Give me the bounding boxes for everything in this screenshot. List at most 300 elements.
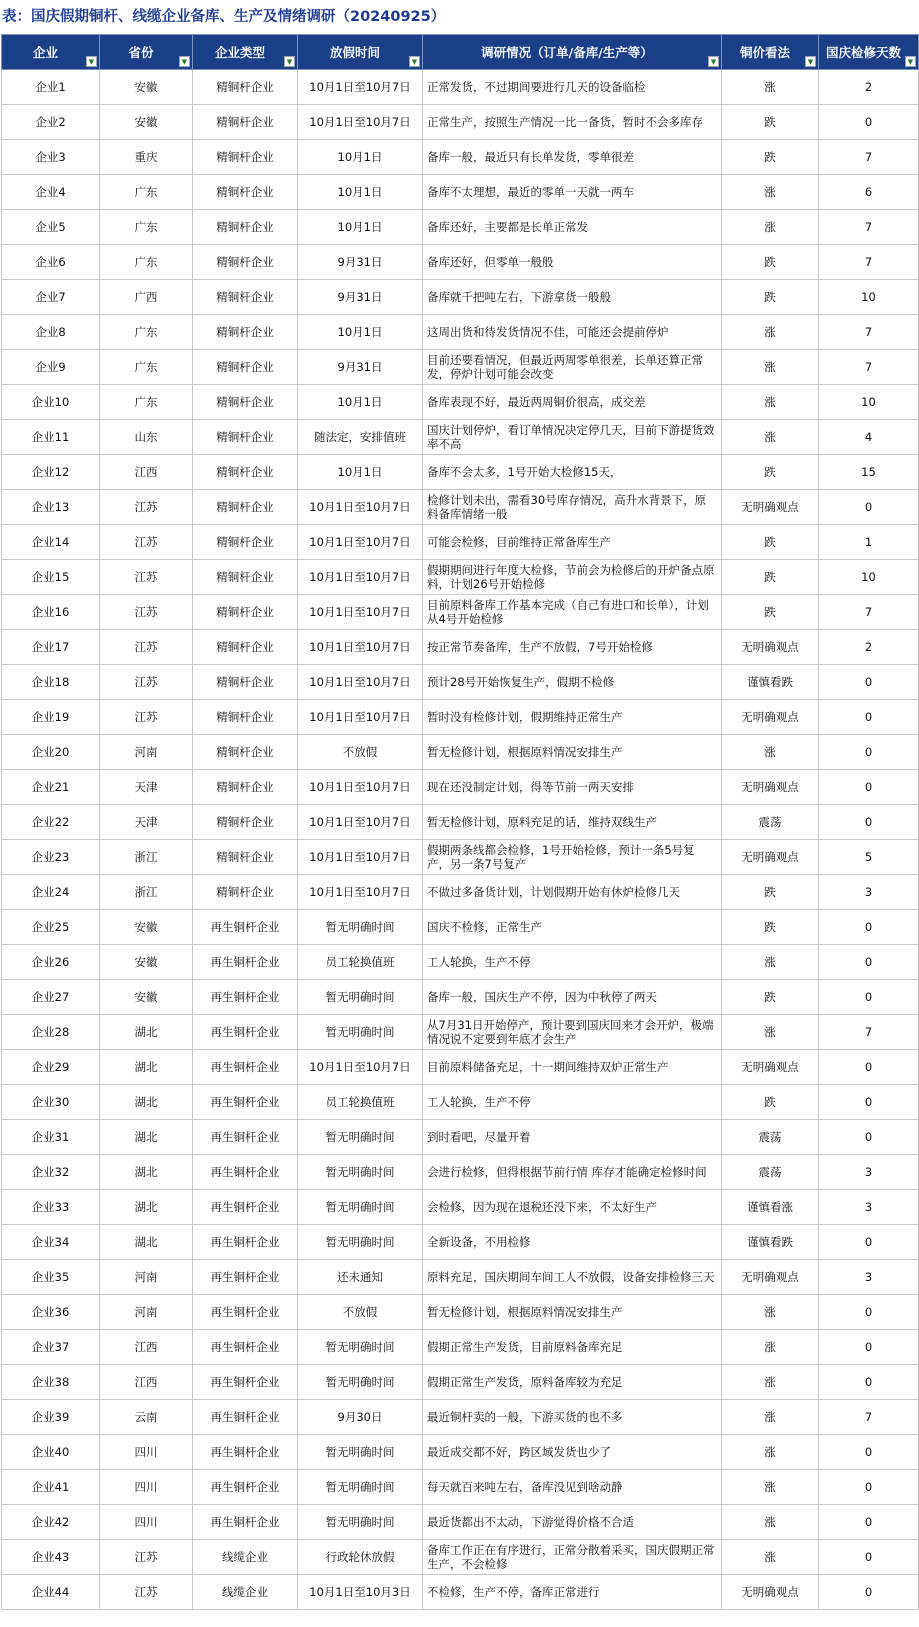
table-row — [2, 1400, 919, 1435]
cell-copper-view: 跌 — [722, 455, 819, 490]
cell-copper-view: 跌 — [722, 980, 819, 1015]
cell-maintenance-days: 7 — [819, 245, 919, 280]
cell-company: 企业33 — [2, 1190, 100, 1225]
table-row — [2, 455, 919, 490]
cell-survey-status: 最近成交都不好，跨区域发货也少了 — [423, 1435, 722, 1470]
cell-survey-status: 现在还没制定计划，得等节前一两天安排 — [423, 770, 722, 805]
cell-maintenance-days: 0 — [819, 1540, 919, 1575]
cell-province: 江苏 — [100, 1540, 193, 1575]
cell-survey-status: 暂无检修计划，根据原料情况安排生产 — [423, 1295, 722, 1330]
cell-company-type: 精铜杆企业 — [193, 735, 298, 770]
cell-province: 广东 — [100, 210, 193, 245]
cell-province: 广东 — [100, 245, 193, 280]
cell-copper-view: 涨 — [722, 1505, 819, 1540]
cell-province: 四川 — [100, 1435, 193, 1470]
cell-province: 湖北 — [100, 1085, 193, 1120]
cell-province: 浙江 — [100, 840, 193, 875]
cell-company-type: 精铜杆企业 — [193, 455, 298, 490]
cell-survey-status: 最近货都出不太动，下游觉得价格不合适 — [423, 1505, 722, 1540]
table-row — [2, 490, 919, 525]
cell-province: 江西 — [100, 1365, 193, 1400]
table-row — [2, 1155, 919, 1190]
cell-company-type: 精铜杆企业 — [193, 315, 298, 350]
cell-holiday-time: 暂无明确时间 — [298, 1190, 423, 1225]
table-row — [2, 1470, 919, 1505]
cell-company-type: 再生铜杆企业 — [193, 1260, 298, 1295]
cell-survey-status: 正常生产，按照生产情况一比一备货，暂时不会多库存 — [423, 105, 722, 140]
header-maintenance-days — [819, 35, 919, 70]
table-row — [2, 1050, 919, 1085]
dropdown-filter-icon[interactable]: ▼ — [86, 56, 97, 67]
cell-holiday-time: 10月1日 — [298, 140, 423, 175]
cell-province: 重庆 — [100, 140, 193, 175]
cell-holiday-time: 10月1日至10月7日 — [298, 70, 423, 105]
cell-survey-status: 检修计划未出，需看30号库存情况，高升水背景下，原料备库情绪一般 — [423, 490, 722, 525]
cell-maintenance-days: 0 — [819, 1295, 919, 1330]
cell-holiday-time: 9月31日 — [298, 280, 423, 315]
cell-company: 企业5 — [2, 210, 100, 245]
cell-company-type: 精铜杆企业 — [193, 700, 298, 735]
cell-maintenance-days: 7 — [819, 595, 919, 630]
cell-survey-status: 假期两条线都会检修，1号开始检修，预计一条5号复产，另一条7号复产 — [423, 840, 722, 875]
cell-copper-view: 涨 — [722, 70, 819, 105]
cell-holiday-time: 10月1日至10月7日 — [298, 595, 423, 630]
cell-province: 河南 — [100, 735, 193, 770]
cell-company-type: 精铜杆企业 — [193, 420, 298, 455]
cell-province: 浙江 — [100, 875, 193, 910]
cell-company-type: 精铜杆企业 — [193, 210, 298, 245]
table-row — [2, 70, 919, 105]
table-row — [2, 875, 919, 910]
cell-province: 江苏 — [100, 560, 193, 595]
dropdown-filter-icon[interactable]: ▼ — [805, 56, 816, 67]
cell-company-type: 再生铜杆企业 — [193, 1330, 298, 1365]
cell-company: 企业41 — [2, 1470, 100, 1505]
cell-holiday-time: 暂无明确时间 — [298, 1015, 423, 1050]
table-row — [2, 1540, 919, 1575]
cell-company-type: 再生铜杆企业 — [193, 980, 298, 1015]
table-row — [2, 1120, 919, 1155]
cell-province: 湖北 — [100, 1155, 193, 1190]
cell-copper-view: 涨 — [722, 1330, 819, 1365]
table-row — [2, 700, 919, 735]
cell-company: 企业23 — [2, 840, 100, 875]
cell-survey-status: 每天就百来吨左右，备库没见到啥动静 — [423, 1470, 722, 1505]
cell-holiday-time: 暂无明确时间 — [298, 1120, 423, 1155]
table-row — [2, 1365, 919, 1400]
cell-company-type: 精铜杆企业 — [193, 770, 298, 805]
table-row — [2, 1015, 919, 1050]
cell-maintenance-days: 0 — [819, 1470, 919, 1505]
cell-maintenance-days: 7 — [819, 350, 919, 385]
cell-province: 广东 — [100, 315, 193, 350]
cell-copper-view: 跌 — [722, 595, 819, 630]
cell-maintenance-days: 7 — [819, 140, 919, 175]
cell-copper-view: 涨 — [722, 1400, 819, 1435]
header-label: 调研情况（订单/备库/生产等） — [481, 45, 653, 60]
cell-company-type: 精铜杆企业 — [193, 525, 298, 560]
cell-company: 企业29 — [2, 1050, 100, 1085]
table-row — [2, 1435, 919, 1470]
table-row — [2, 245, 919, 280]
cell-holiday-time: 10月1日 — [298, 210, 423, 245]
cell-company-type: 再生铜杆企业 — [193, 1225, 298, 1260]
cell-maintenance-days: 3 — [819, 1155, 919, 1190]
cell-copper-view: 跌 — [722, 105, 819, 140]
cell-holiday-time: 暂无明确时间 — [298, 910, 423, 945]
cell-survey-status: 暂时没有检修计划，假期维持正常生产 — [423, 700, 722, 735]
cell-survey-status: 原料充足，国庆期间车间工人不放假，设备安排检修三天 — [423, 1260, 722, 1295]
cell-maintenance-days: 7 — [819, 1015, 919, 1050]
cell-company: 企业2 — [2, 105, 100, 140]
table-row — [2, 805, 919, 840]
cell-maintenance-days: 2 — [819, 70, 919, 105]
cell-company: 企业13 — [2, 490, 100, 525]
cell-company-type: 精铜杆企业 — [193, 105, 298, 140]
cell-company: 企业15 — [2, 560, 100, 595]
table-row — [2, 840, 919, 875]
cell-copper-view: 涨 — [722, 735, 819, 770]
cell-company: 企业3 — [2, 140, 100, 175]
table-row — [2, 315, 919, 350]
cell-maintenance-days: 7 — [819, 315, 919, 350]
cell-province: 广东 — [100, 175, 193, 210]
cell-province: 湖北 — [100, 1190, 193, 1225]
table-row — [2, 210, 919, 245]
cell-province: 四川 — [100, 1470, 193, 1505]
cell-maintenance-days: 0 — [819, 805, 919, 840]
cell-copper-view: 无明确观点 — [722, 490, 819, 525]
table-row — [2, 385, 919, 420]
cell-company: 企业24 — [2, 875, 100, 910]
cell-holiday-time: 10月1日 — [298, 315, 423, 350]
cell-company: 企业7 — [2, 280, 100, 315]
cell-holiday-time: 暂无明确时间 — [298, 1470, 423, 1505]
cell-copper-view: 无明确观点 — [722, 770, 819, 805]
cell-province: 云南 — [100, 1400, 193, 1435]
cell-survey-status: 正常发货，不过期间要进行几天的设备临检 — [423, 70, 722, 105]
cell-copper-view: 涨 — [722, 420, 819, 455]
cell-holiday-time: 暂无明确时间 — [298, 1330, 423, 1365]
table-row — [2, 1330, 919, 1365]
cell-survey-status: 备库不会太多，1号开始大检修15天， — [423, 455, 722, 490]
cell-company-type: 精铜杆企业 — [193, 385, 298, 420]
cell-company-type: 再生铜杆企业 — [193, 1015, 298, 1050]
cell-holiday-time: 10月1日至10月7日 — [298, 630, 423, 665]
cell-holiday-time: 暂无明确时间 — [298, 1435, 423, 1470]
cell-survey-status: 备库一般，最近只有长单发货，零单很差 — [423, 140, 722, 175]
cell-maintenance-days: 0 — [819, 665, 919, 700]
cell-company-type: 精铜杆企业 — [193, 875, 298, 910]
cell-company-type: 再生铜杆企业 — [193, 1190, 298, 1225]
table-row — [2, 770, 919, 805]
cell-copper-view: 谨慎看涨 — [722, 1190, 819, 1225]
page-title: 表：国庆假期铜杆、线缆企业备库、生产及情绪调研（20240925） — [2, 9, 446, 25]
cell-company: 企业32 — [2, 1155, 100, 1190]
cell-company: 企业12 — [2, 455, 100, 490]
cell-maintenance-days: 3 — [819, 1190, 919, 1225]
cell-copper-view: 跌 — [722, 910, 819, 945]
table-row — [2, 105, 919, 140]
dropdown-filter-icon[interactable]: ▼ — [179, 56, 190, 67]
cell-holiday-time: 9月30日 — [298, 1400, 423, 1435]
cell-copper-view: 震荡 — [722, 1120, 819, 1155]
cell-company-type: 再生铜杆企业 — [193, 1120, 298, 1155]
cell-copper-view: 涨 — [722, 945, 819, 980]
cell-province: 江苏 — [100, 700, 193, 735]
cell-copper-view: 跌 — [722, 140, 819, 175]
table-row — [2, 630, 919, 665]
cell-copper-view: 跌 — [722, 245, 819, 280]
cell-company-type: 再生铜杆企业 — [193, 1470, 298, 1505]
table-row — [2, 280, 919, 315]
cell-holiday-time: 10月1日至10月7日 — [298, 490, 423, 525]
cell-maintenance-days: 0 — [819, 910, 919, 945]
cell-holiday-time: 暂无明确时间 — [298, 980, 423, 1015]
cell-province: 安徽 — [100, 980, 193, 1015]
cell-holiday-time: 暂无明确时间 — [298, 1225, 423, 1260]
cell-province: 广西 — [100, 280, 193, 315]
cell-maintenance-days: 6 — [819, 175, 919, 210]
cell-maintenance-days: 0 — [819, 105, 919, 140]
cell-copper-view: 谨慎看跌 — [722, 665, 819, 700]
cell-copper-view: 涨 — [722, 1365, 819, 1400]
cell-copper-view: 跌 — [722, 1085, 819, 1120]
cell-province: 江苏 — [100, 595, 193, 630]
cell-company: 企业20 — [2, 735, 100, 770]
cell-company-type: 精铜杆企业 — [193, 245, 298, 280]
cell-company: 企业1 — [2, 70, 100, 105]
cell-company-type: 再生铜杆企业 — [193, 1050, 298, 1085]
cell-province: 广东 — [100, 350, 193, 385]
cell-maintenance-days: 15 — [819, 455, 919, 490]
table-row — [2, 595, 919, 630]
cell-copper-view: 涨 — [722, 1015, 819, 1050]
cell-maintenance-days: 5 — [819, 840, 919, 875]
header-label: 铜价看法 — [739, 45, 790, 60]
cell-maintenance-days: 0 — [819, 1085, 919, 1120]
cell-copper-view: 无明确观点 — [722, 1260, 819, 1295]
cell-survey-status: 可能会检修，目前维持正常备库生产 — [423, 525, 722, 560]
cell-survey-status: 假期正常生产发货，目前原料备库充足 — [423, 1330, 722, 1365]
cell-company-type: 精铜杆企业 — [193, 595, 298, 630]
cell-company: 企业27 — [2, 980, 100, 1015]
cell-holiday-time: 员工轮换值班 — [298, 1085, 423, 1120]
table-header-row — [2, 35, 919, 70]
cell-copper-view: 无明确观点 — [722, 840, 819, 875]
cell-survey-status: 目前原料备库工作基本完成（自己有进口和长单），计划从4号开始检修 — [423, 595, 722, 630]
cell-holiday-time: 行政轮休放假 — [298, 1540, 423, 1575]
cell-company: 企业10 — [2, 385, 100, 420]
cell-survey-status: 到时看吧，尽量开着 — [423, 1120, 722, 1155]
cell-copper-view: 震荡 — [722, 805, 819, 840]
cell-province: 安徽 — [100, 945, 193, 980]
cell-survey-status: 工人轮换，生产不停 — [423, 1085, 722, 1120]
cell-company: 企业14 — [2, 525, 100, 560]
table-row — [2, 1505, 919, 1540]
header-label: 国庆检修天数 — [825, 45, 901, 60]
table-row — [2, 1225, 919, 1260]
dropdown-filter-icon[interactable]: ▼ — [905, 56, 916, 67]
cell-province: 安徽 — [100, 105, 193, 140]
cell-maintenance-days: 10 — [819, 560, 919, 595]
cell-maintenance-days: 0 — [819, 1330, 919, 1365]
cell-copper-view: 跌 — [722, 525, 819, 560]
cell-holiday-time: 10月1日至10月3日 — [298, 1575, 423, 1610]
table-row — [2, 1295, 919, 1330]
cell-maintenance-days: 0 — [819, 1575, 919, 1610]
cell-survey-status: 会进行检修，但得根据节前行情 库存才能确定检修时间 — [423, 1155, 722, 1190]
cell-holiday-time: 员工轮换值班 — [298, 945, 423, 980]
cell-company: 企业11 — [2, 420, 100, 455]
cell-maintenance-days: 0 — [819, 1435, 919, 1470]
cell-maintenance-days: 3 — [819, 1260, 919, 1295]
cell-company-type: 精铜杆企业 — [193, 280, 298, 315]
cell-company: 企业22 — [2, 805, 100, 840]
cell-survey-status: 备库一般，国庆生产不停，因为中秋停了两天 — [423, 980, 722, 1015]
cell-maintenance-days: 0 — [819, 490, 919, 525]
cell-copper-view: 涨 — [722, 1540, 819, 1575]
cell-company: 企业38 — [2, 1365, 100, 1400]
cell-holiday-time: 10月1日至10月7日 — [298, 875, 423, 910]
cell-copper-view: 震荡 — [722, 1155, 819, 1190]
cell-province: 河南 — [100, 1260, 193, 1295]
table-row — [2, 1260, 919, 1295]
cell-company-type: 精铜杆企业 — [193, 140, 298, 175]
cell-company: 企业36 — [2, 1295, 100, 1330]
cell-maintenance-days: 10 — [819, 280, 919, 315]
cell-copper-view: 谨慎看跌 — [722, 1225, 819, 1260]
cell-maintenance-days: 0 — [819, 1225, 919, 1260]
cell-survey-status: 备库还好，主要都是长单正常发 — [423, 210, 722, 245]
cell-company: 企业37 — [2, 1330, 100, 1365]
cell-copper-view: 跌 — [722, 560, 819, 595]
cell-copper-view: 无明确观点 — [722, 630, 819, 665]
table-row — [2, 525, 919, 560]
cell-survey-status: 从7月31日开始停产，预计要到国庆回来才会开炉，极端情况说不定要到年底才会生产 — [423, 1015, 722, 1050]
cell-maintenance-days: 3 — [819, 875, 919, 910]
table-row — [2, 1085, 919, 1120]
cell-company-type: 精铜杆企业 — [193, 630, 298, 665]
cell-company: 企业34 — [2, 1225, 100, 1260]
cell-company-type: 精铜杆企业 — [193, 490, 298, 525]
header-company — [2, 35, 100, 70]
cell-company-type: 再生铜杆企业 — [193, 945, 298, 980]
cell-survey-status: 预计28号开始恢复生产，假期不检修 — [423, 665, 722, 700]
table-row — [2, 735, 919, 770]
cell-province: 江苏 — [100, 630, 193, 665]
cell-company-type: 再生铜杆企业 — [193, 1505, 298, 1540]
cell-company: 企业17 — [2, 630, 100, 665]
cell-company: 企业30 — [2, 1085, 100, 1120]
cell-province: 江苏 — [100, 1575, 193, 1610]
cell-survey-status: 工人轮换，生产不停 — [423, 945, 722, 980]
dropdown-filter-icon[interactable]: ▼ — [284, 56, 295, 67]
cell-company: 企业26 — [2, 945, 100, 980]
header-province — [100, 35, 193, 70]
cell-province: 江苏 — [100, 665, 193, 700]
cell-copper-view: 涨 — [722, 1435, 819, 1470]
cell-survey-status: 不做过多备货计划，计划假期开始有休炉检修几天 — [423, 875, 722, 910]
dropdown-filter-icon[interactable]: ▼ — [708, 56, 719, 67]
cell-company-type: 线缆企业 — [193, 1575, 298, 1610]
cell-holiday-time: 9月31日 — [298, 245, 423, 280]
cell-copper-view: 跌 — [722, 875, 819, 910]
cell-company: 企业31 — [2, 1120, 100, 1155]
cell-province: 天津 — [100, 805, 193, 840]
cell-company-type: 精铜杆企业 — [193, 805, 298, 840]
survey-table — [1, 34, 919, 1610]
cell-company: 企业9 — [2, 350, 100, 385]
cell-survey-status: 假期期间进行年度大检修，节前会为检修后的开炉备点原料，计划26号开始检修 — [423, 560, 722, 595]
table-row — [2, 1190, 919, 1225]
cell-maintenance-days: 0 — [819, 1120, 919, 1155]
cell-company-type: 精铜杆企业 — [193, 175, 298, 210]
cell-company-type: 精铜杆企业 — [193, 560, 298, 595]
cell-maintenance-days: 1 — [819, 525, 919, 560]
cell-maintenance-days: 0 — [819, 980, 919, 1015]
cell-holiday-time: 10月1日至10月7日 — [298, 665, 423, 700]
cell-holiday-time: 还未通知 — [298, 1260, 423, 1295]
cell-company: 企业16 — [2, 595, 100, 630]
cell-maintenance-days: 2 — [819, 630, 919, 665]
cell-maintenance-days: 0 — [819, 945, 919, 980]
cell-maintenance-days: 0 — [819, 700, 919, 735]
cell-province: 安徽 — [100, 70, 193, 105]
cell-company: 企业8 — [2, 315, 100, 350]
header-label: 企业类型 — [214, 45, 265, 60]
cell-province: 河南 — [100, 1295, 193, 1330]
cell-province: 湖北 — [100, 1015, 193, 1050]
cell-survey-status: 备库还好，但零单一般般 — [423, 245, 722, 280]
cell-company-type: 再生铜杆企业 — [193, 1155, 298, 1190]
header-label: 省份 — [128, 45, 154, 60]
cell-company-type: 精铜杆企业 — [193, 665, 298, 700]
cell-copper-view: 跌 — [722, 280, 819, 315]
cell-province: 江西 — [100, 1330, 193, 1365]
cell-province: 江苏 — [100, 490, 193, 525]
cell-survey-status: 不检修，生产不停，备库正常进行 — [423, 1575, 722, 1610]
table-row — [2, 420, 919, 455]
cell-copper-view: 无明确观点 — [722, 700, 819, 735]
cell-maintenance-days: 10 — [819, 385, 919, 420]
table-row — [2, 945, 919, 980]
table-row — [2, 665, 919, 700]
cell-survey-status: 备库不太理想，最近的零单一天就一两车 — [423, 175, 722, 210]
header-label: 企业 — [32, 45, 58, 60]
cell-province: 江西 — [100, 455, 193, 490]
cell-holiday-time: 不放假 — [298, 735, 423, 770]
table-row — [2, 560, 919, 595]
cell-maintenance-days: 0 — [819, 1365, 919, 1400]
cell-company: 企业6 — [2, 245, 100, 280]
cell-copper-view: 涨 — [722, 1295, 819, 1330]
cell-province: 广东 — [100, 385, 193, 420]
cell-holiday-time: 不放假 — [298, 1295, 423, 1330]
cell-survey-status: 备库表现不好，最近两周铜价很高，成交差 — [423, 385, 722, 420]
cell-holiday-time: 10月1日至10月7日 — [298, 700, 423, 735]
cell-company: 企业42 — [2, 1505, 100, 1540]
cell-copper-view: 无明确观点 — [722, 1050, 819, 1085]
cell-province: 安徽 — [100, 910, 193, 945]
cell-company: 企业44 — [2, 1575, 100, 1610]
cell-company: 企业43 — [2, 1540, 100, 1575]
dropdown-filter-icon[interactable]: ▼ — [409, 56, 420, 67]
cell-company: 企业40 — [2, 1435, 100, 1470]
cell-holiday-time: 10月1日至10月7日 — [298, 525, 423, 560]
cell-survey-status: 备库就千把吨左右，下游拿货一般般 — [423, 280, 722, 315]
cell-survey-status: 全新设备，不用检修 — [423, 1225, 722, 1260]
